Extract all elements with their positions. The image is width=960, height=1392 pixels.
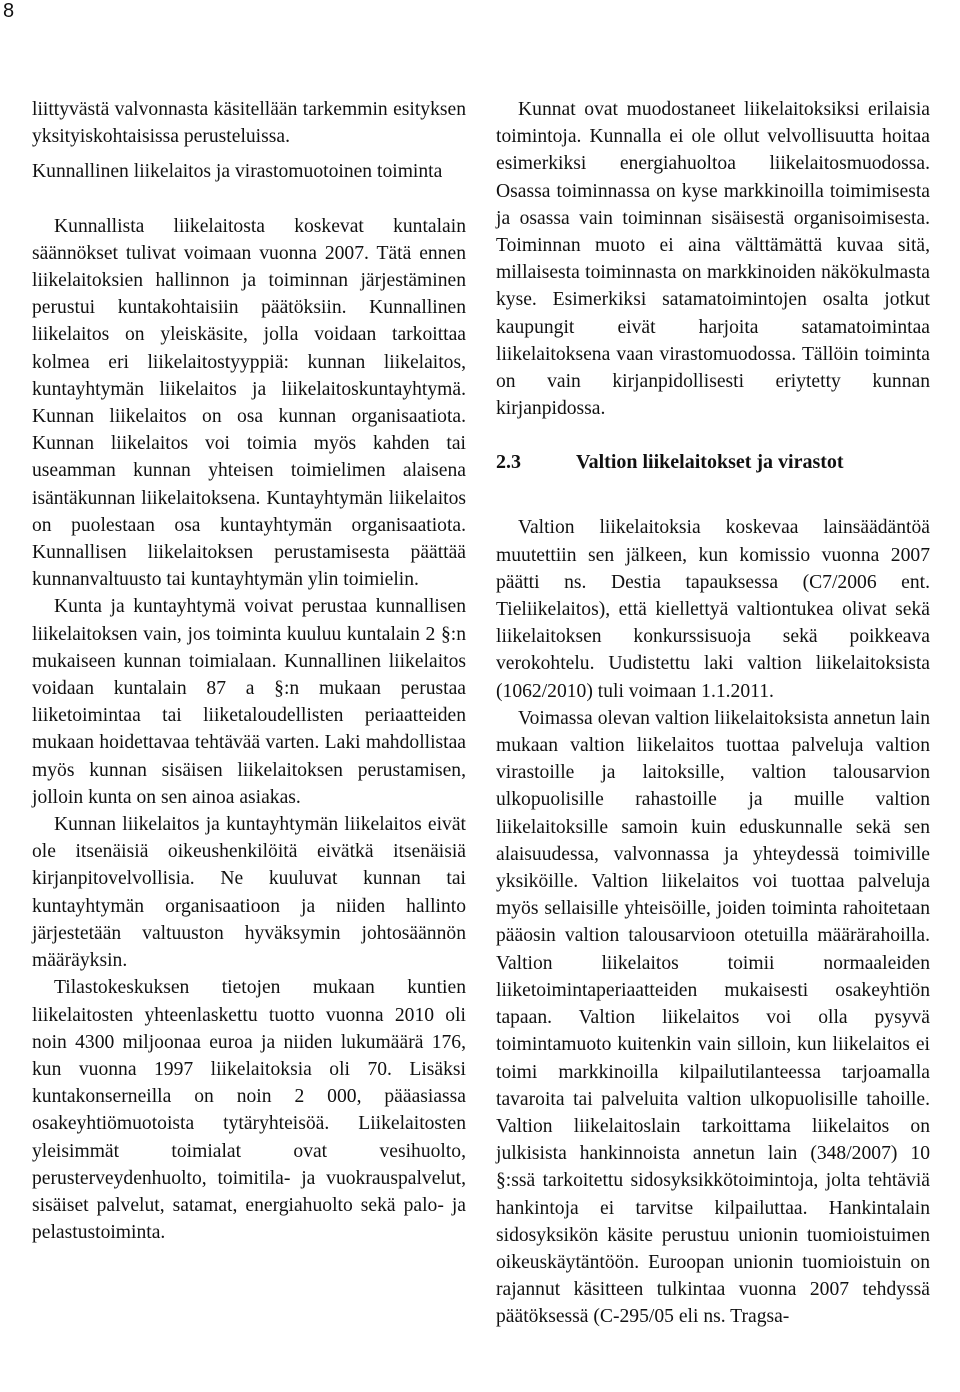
- section-title: Valtion liikelaitokset ja virastot: [576, 451, 844, 474]
- paragraph: Kunnat ovat muodostaneet liikelaitoksiksi erilaisia toimintoja. Kunnalla ei ole ollut velvollisuutta hoitaa esimerkiksi energiahuoltoa liikelaitosmuodossa. Osassa toiminnassa on kyse markkinoilla toimimisesta ja osassa vain toiminnan sisäisestä organisoimisesta. Toiminnan muoto ei aina välttämättä kuvaa sitä, millaisesta toiminnasta on markkinoiden näkökulmasta kyse. Esimerkiksi satamatoimintojen osalta jotkut kaupungit eivät harjoita satamatoimintaa liikelaitoksena vaan virastomuodossa. Tällöin toiminta on vain kirjanpidollisesti eriytetty kunnan kirjanpidossa.: [496, 99, 930, 420]
- section-heading: [496, 449, 930, 476]
- section-number: 2.3: [496, 451, 521, 474]
- paragraph: Kunnallista liikelaitosta koskevat kuntalain säännökset tulivat voimaan vuonna 2007. Tätä ennen liikelaitoksien hallinnon ja toiminnan järjestäminen perustui kuntakohtaisiin päätöksiin. Kunnallinen liikelaitos on yleiskäsite, jolla voidaan tarkoittaa kolmea eri liikelaitostyyppiä: kunnan liikelaitos, kuntayhtymän liikelaitos ja liikelaitoskuntayhtymä. Kunnan liikelaitos on osa kunnan organisaatiota. Kunnan liikelaitos voi toimia myös kahden tai useamman kunnan yhteisen toimielimen alaisena isäntäkunnan liikelaitoksena. Kuntayhtymän liikelaitos on puolestaan osa kuntayhtymän organisaatiota. Kunnallisen liikelaitoksen perustamisesta päättää kunnanvaltuusto tai kuntayhtymän ylin toimielin.: [32, 215, 466, 591]
- left-column: [32, 96, 466, 1246]
- paragraph: Kunnan liikelaitos ja kuntayhtymän liikelaitos eivät ole itsenäisiä oikeushenkilöitä eivätkä itsenäisiä kirjanpitovelvollisia. Ne kuuluvat kunnan tai kuntayhtymän organisaatioon ja niiden hallinto järjestetään valtuuston hyväksymin johtosäännön määräyksin.: [32, 814, 466, 972]
- paragraph: Kunta ja kuntayhtymä voivat perustaa kunnallisen liikelaitoksen vain, jos toiminta kuuluu kuntalain 2 §:n mukaiseen kunnan toimialaan. Kunnallinen liikelaitos voidaan kuntalain 87 a §:n mukaan perustaa liiketoimintaa tai liiketaloudellisten periaatteiden mukaan hoidettavaa tehtävää varten. Laki mahdollistaa myös kunnan sisäisen liikelaitoksen perustamisen, jolloin kunta on sen ainoa asiakas.: [32, 596, 466, 808]
- paragraph: Tilastokeskuksen tietojen mukaan kuntien liikelaitosten yhteenlaskettu tuotto vuonna 2010 oli noin 4300 miljoonaa euroa ja niiden lukumäärä 176, kun vuonna 1997 liikelaitoksia oli 70. Lisäksi kuntakonserneilla on noin 2 000, pääasiassa osakeyhtiömuotoista tytäryhteisöä. Liikelaitosten yleisimmät toimialat ovat vesihuolto, perusterveydenhuolto, toimitila- ja vuokrauspalvelut, sisäiset palvelut, satamat, energiahuolto sekä palo- ja pelastustoiminta.: [32, 977, 466, 1244]
- subheading: Kunnallinen liikelaitos ja virastomuotoinen toiminta: [32, 161, 443, 183]
- page-number: 8: [3, 0, 15, 22]
- right-column: [496, 96, 930, 1331]
- paragraph: Voimassa olevan valtion liikelaitoksista annetun lain mukaan valtion liikelaitos tuottaa palveluja valtion virastoille ja laitoksille, valtion talousarvion ulkopuolisille rahastoille ja muille valtion liikelaitoksille samoin kuin eduskunnalle sekä sen alaisuudessa, valvonnassa ja yhteydessä toimiville yksiköille. Valtion liikelaitos voi tuottaa palveluja myös sellaisille yhteisöille, joiden toiminta rahoitetaan pääosin valtion talousarvioon otetuilla määrärahoilla. Valtion liikelaitos toimii normaaleiden liiketoimintaperiaatteiden mukaisesti osakeyhtiön tapaan. Valtion liikelaitos voi olla pysyvä toimintamuoto kuitenkin vain silloin, kun liikelaitos ei toimi markkinoilla kilpailutilanteessa tarjoamalla tavaroita tai palveluita valtion ulkopuolisille tahoille. Valtion liikelaitoslain tarkoittama liikelaitos on julkisista hankinnoista annetun lain (348/2007) 10 §:ssä tarkoitettu sidosyksikkötoimintoja, jolta tehtäviä hankintoja ei tarvitse kilpailuttaa. Hankintalain sidosyksikön käsite perustuu unionin tuomioistuimen oikeuskäytäntöön. Euroopan unionin tuomioistuin on rajannut käsitteen tulkintaa vuonna 2007 tehdyssä päätöksessä (C-295/05 eli ns. Tragsa-: [496, 707, 930, 1328]
- paragraph: Valtion liikelaitoksia koskevaa lainsäädäntöä muutettiin sen jälkeen, kun komissio vuonna 2007 päätti ns. Destia tapauksessa (C7/2006 ent. Tieliikelaitos), että kiellettyä valtiontukea olivat sekä liikelaitoksen konkurssisuoja sekä poikkeava verokohtelu. Uudistettu laki valtion liikelaitoksista (1062/2010) tuli voimaan 1.1.2011.: [496, 517, 930, 702]
- paragraph: liittyvästä valvonnasta käsitellään tarkemmin esityksen yksityiskohtaisissa perusteluissa.: [32, 99, 466, 148]
